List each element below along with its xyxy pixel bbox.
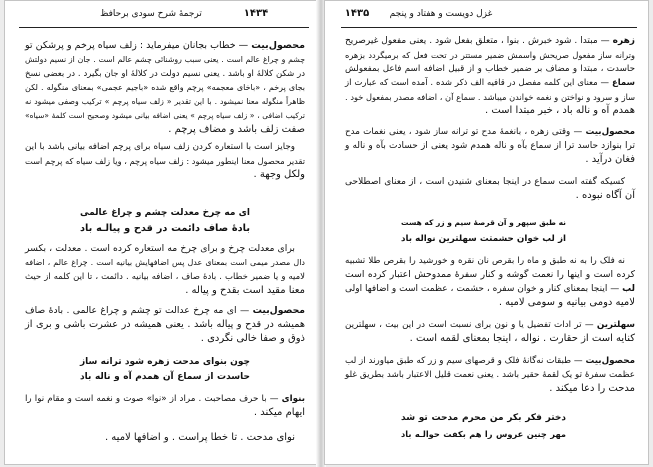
- paragraph: [25, 431, 305, 445]
- text-line: برای معدلت چرخ و برای چرخ مه استعاره کرده است . معدلت ، بکسر: [25, 243, 295, 254]
- text-line: لامیه دومی بیانیه و سومی لامیه .: [498, 297, 635, 308]
- verse-line: چون بنوای مدحت زهره شود ترانه ساز: [80, 357, 250, 367]
- text-line: کرده است و اینها را نعمت گوشه و کنار سفرهٔ ممدوحش اعتبار کرده است: [345, 269, 635, 280]
- header-rule: [341, 27, 637, 28]
- line-text: — خطاب بجانان میفرماید : زلف سیاه پرخم و پرشکن تو: [25, 40, 252, 51]
- text-line: ولکل وجهة .: [253, 169, 305, 180]
- text-line: وترانه ساز مفعول صریحش واسمش ضمیر مستتر در تحت فعل که برمیگردد بزهره: [345, 50, 635, 60]
- text-line: کسیکه گفته است سماع در اینجا بمعنای شنیدن است ، از معنای اصطلاحی: [345, 177, 625, 187]
- verse-couplet: [80, 206, 250, 236]
- text-line: [345, 34, 635, 48]
- text-line: کنایه است از حقارت . نواله ، اینجا بمعنای لقمه است .: [409, 333, 635, 344]
- verse-line: از لب خوان حشمتت سهلترین نواله باد: [401, 234, 566, 244]
- header-rule: [19, 27, 309, 28]
- lead-term: سماع: [611, 78, 635, 88]
- running-header-title: ترجمهٔ شرح سودی برحافظ: [100, 9, 202, 19]
- lead-term: محصول‌بیت: [585, 127, 635, 137]
- text-line: ترکیب اضافی ، « زلف سیاه پرچم » یعنی اضافه بیانی میشود وصحیح است کلمهٔ «سیاه»: [25, 111, 305, 120]
- text-line: حاسدت ، مبتدا و مضاف بر ضمیر خطاب و از قبیل اضافه اسم فاعل بمفعولش: [345, 64, 635, 74]
- text-line: ترا بنوازد حاسد ترا از سماع بآه و ناله همدم شود یعنی از حسادت بآه و ناله و: [345, 141, 635, 151]
- verse-line: حاسدت از سماع آن همدم آه و ناله باد: [80, 372, 250, 382]
- lead-term: محصول‌بیت: [251, 40, 305, 51]
- verse-line: دختر فکر بکر من محرم مدحت تو شد: [401, 413, 566, 423]
- text-line: [345, 354, 635, 368]
- paragraph: [25, 304, 305, 346]
- page-number: ۱۴۳۴: [243, 8, 269, 19]
- line-text: — معنای این کلمه مفصل در قافیه الف ذکر شده . آمده است که عبارت از: [345, 78, 612, 88]
- text-line: تقدیر محصول معنا اینطور میشود : زلف سیاه پرچم ، ویا زلف سیاه که پرچم است: [25, 156, 305, 166]
- left-page: [4, 0, 318, 465]
- text-line: [345, 125, 635, 139]
- text-line: نه فلک را به نه طبق و ماه را بقرص نان نقره و خورشید را بقرص طلا تشبیه: [345, 256, 625, 266]
- text-line: [25, 304, 305, 318]
- lead-term: لب: [622, 284, 635, 294]
- lead-term: بنوای: [281, 394, 305, 404]
- right-page: [324, 0, 649, 465]
- text-line: نوای مدحت . تا خطا پراست . و اضافها لامیه .: [104, 432, 295, 443]
- text-line: وجایز است با استعاره کردن زلف سیاه برای پرچم اضافه بیانی باشد با این: [25, 142, 295, 152]
- verse-couplet: [80, 355, 250, 385]
- line-text: — طبقات نه‌گانهٔ فلک و قرصهای سیم و زر که طبق میاورند از لب: [345, 356, 586, 366]
- verse-couplet: [401, 215, 566, 247]
- text-line: [25, 39, 305, 53]
- text-line: ایهام میکند .: [253, 407, 305, 418]
- paragraph: [345, 34, 635, 118]
- paragraph: [25, 39, 305, 137]
- text-line: همیشه در قدح و پیاله باشد . یعنی همیشه در عشرت باشی و بری از: [25, 319, 305, 330]
- text-line: چشم و چراغ عالم است . یعنی سبب روشنائی چشم عالم است . جان از نسیم دولتش: [25, 55, 305, 64]
- text-line: [345, 76, 635, 90]
- text-line: [345, 318, 635, 332]
- text-line: آن آگاه نبوده .: [575, 190, 635, 201]
- lead-term: محصول‌بیت: [252, 305, 305, 316]
- paragraph: [345, 318, 635, 346]
- text-line: معنا مقید است بقدح و پیاله .: [185, 285, 305, 296]
- line-text: — تر ادات تفضیل یا و نون برای نسبت است در این بیت ، سهلترین: [345, 320, 597, 330]
- line-text: — وقتی زهره ، بانغمهٔ مدح تو ترانه ساز شود ، یعنی نغمات مدح: [345, 127, 586, 137]
- text-line: صفت زلف باشد و مضاف پرچم .: [168, 124, 305, 135]
- text-line: مدحت را دعا میکند .: [549, 383, 635, 394]
- paragraph: [345, 354, 635, 396]
- lead-term: سهلترین: [596, 320, 635, 330]
- line-text: — مبتدا . شود خبرش . بنوا ، متعلق بفعل شود . یعنی مفعول غیرصریح: [345, 36, 613, 46]
- line-text: — ای مه چرخ عدالت تو چشم و چراغ عالمی . بادهٔ صاف: [25, 305, 253, 316]
- lead-term: محصول‌بیت: [585, 356, 635, 366]
- verse-line: نه طبق سپهر و آن قرصهٔ سیم و زر که هست: [401, 218, 566, 227]
- text-line: ذوق و صفا خالی نگردی .: [200, 333, 305, 344]
- text-line: ظاهراً منگوله معنا نمیشود . با این تقدیر « زلف سیاه پرچم » ترکیب وصفی میشود نه: [25, 97, 305, 106]
- text-line: [345, 282, 635, 296]
- verse-line: ای مه چرخ معدلت چشم و چراغ عالمی: [80, 208, 250, 218]
- text-line: لامیه و یا ضمیر خطاب . بادهٔ صاف ، اضافه بیانیه . دائمت ، تا این کلمه از حیث: [25, 272, 305, 282]
- paragraph: [25, 242, 305, 298]
- paragraph: [345, 175, 635, 203]
- verse-line: بادهٔ صاف دائمت در قدح و پیالـه باد: [80, 223, 250, 234]
- running-header-title: غزل دویست و هفتاد و پنجم: [389, 9, 493, 19]
- paragraph: [345, 125, 635, 167]
- text-line: عظمت سفرهٔ تو یک لقمهٔ حقیر باشد . یعنی نعمت قلیل الاعتبار باشد بطریق غلو: [345, 370, 635, 380]
- text-line: دال مصدر میمی است بمعنای عدل پس اضافهایش بیانیه است . چراغ عالم ، اضافه: [25, 258, 305, 267]
- page-number: ۱۴۳۵: [344, 8, 370, 19]
- verse-line: مهر چنین عروس را هم بکفت حوالـه باد: [401, 429, 566, 439]
- text-line: [25, 392, 305, 406]
- lead-term: زهره: [612, 36, 635, 46]
- text-line: ساز و سرود و نواختن و نغمه خواندن میباشد . سماع آن ، اضافه مصدر بمفعول خود .: [345, 92, 635, 102]
- text-line: فغان درآید .: [585, 154, 635, 165]
- paragraph: [25, 140, 305, 182]
- text-line: در شکن کلالهٔ او باشد . یعنی نسیم دولت در کلالهٔ او جان بگیرد . در بعضی نسخ: [25, 69, 305, 79]
- verse-couplet: [401, 410, 566, 442]
- line-text: — اینجا بمعنای کنار و خوان سفره ، حشمت ، عظمت است و اضافها اولی: [345, 284, 623, 294]
- text-line: همدم آه و ناله باد ، خبر مبتدا است .: [485, 105, 635, 116]
- paragraph: [345, 254, 635, 310]
- line-text: — با حرف مصاحبت . مراد از «نوا» صوت و نغمه است و مقام نوا را: [25, 394, 282, 404]
- text-line: بجای پرخم ، «باخای معجمه» پرچم واقع شده «باجیم عجمی» بمعنای منگوله . لکن: [25, 83, 305, 92]
- paragraph: [25, 392, 305, 420]
